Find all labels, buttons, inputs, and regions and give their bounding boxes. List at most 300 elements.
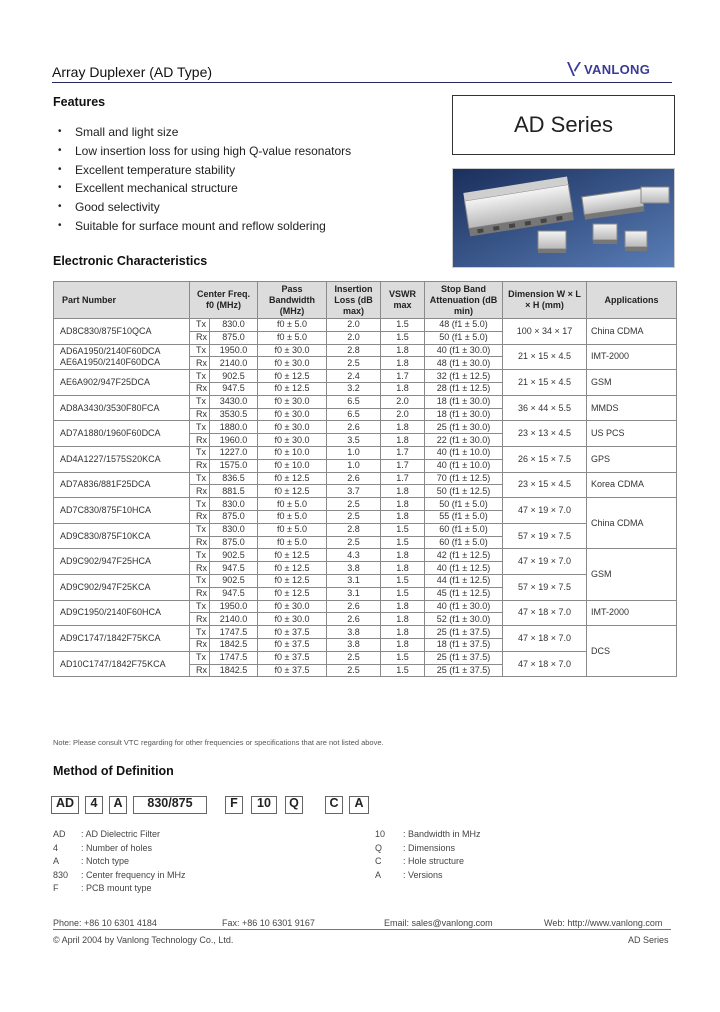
table-row xyxy=(54,498,677,511)
pass-bandwidth: f0 ± 5.0 xyxy=(258,498,327,511)
insertion-loss: 2.5 xyxy=(327,357,381,370)
application: IMT-2000 xyxy=(587,600,677,626)
footer-divider xyxy=(53,929,671,930)
application: MMDS xyxy=(587,395,677,421)
header-divider xyxy=(52,82,672,83)
application: US PCS xyxy=(587,421,677,447)
bullet-icon: • xyxy=(58,182,62,194)
insertion-loss: 2.4 xyxy=(327,370,381,383)
part-number: AD6A1950/2140F60DCA AE6A1950/2140F60DCA xyxy=(54,344,190,370)
bullet-icon: • xyxy=(58,219,62,231)
vswr: 1.8 xyxy=(381,382,425,395)
vanlong-logo xyxy=(566,60,650,78)
center-freq: 875.0 xyxy=(210,510,258,523)
tx-rx-label: Tx xyxy=(190,651,210,664)
stop-band-attenuation: 44 (f1 ± 12.5) xyxy=(425,574,503,587)
insertion-loss: 2.5 xyxy=(327,510,381,523)
pass-bandwidth: f0 ± 5.0 xyxy=(258,510,327,523)
insertion-loss: 2.5 xyxy=(327,536,381,549)
insertion-loss: 2.6 xyxy=(327,472,381,485)
dimension: 36 × 44 × 5.5 xyxy=(503,395,587,421)
tx-rx-label: Tx xyxy=(190,446,210,459)
insertion-loss: 2.5 xyxy=(327,664,381,677)
insertion-loss: 2.8 xyxy=(327,523,381,536)
pass-bandwidth: f0 ± 12.5 xyxy=(258,370,327,383)
stop-band-attenuation: 52 (f1 ± 30.0) xyxy=(425,613,503,626)
definition-key: F xyxy=(53,883,59,893)
tx-rx-label: Rx xyxy=(190,536,210,549)
features-list xyxy=(58,123,351,236)
center-freq: 1842.5 xyxy=(210,664,258,677)
definitions-right xyxy=(375,828,481,882)
application: China CDMA xyxy=(587,498,677,549)
definition-value: : PCB mount type xyxy=(81,883,152,893)
col-vswr: VSWR max xyxy=(381,282,425,319)
definition-row xyxy=(53,882,186,896)
pass-bandwidth: f0 ± 37.5 xyxy=(258,626,327,639)
pass-bandwidth: f0 ± 5.0 xyxy=(258,331,327,344)
part-number: AD9C1747/1842F75KCA xyxy=(54,626,190,652)
bullet-icon: • xyxy=(58,126,62,137)
center-freq: 3430.0 xyxy=(210,395,258,408)
dimension: 57 × 19 × 7.5 xyxy=(503,523,587,549)
vswr: 1.8 xyxy=(381,613,425,626)
tx-rx-label: Tx xyxy=(190,472,210,485)
definition-key: 4 xyxy=(53,842,59,853)
dimension: 47 × 18 × 7.0 xyxy=(503,651,587,677)
pass-bandwidth: f0 ± 37.5 xyxy=(258,638,327,651)
table-row xyxy=(54,549,677,562)
definition-row xyxy=(53,842,186,856)
part-number: AD9C902/947F25KCA xyxy=(54,574,190,600)
dimension: 57 × 19 × 7.5 xyxy=(503,574,587,600)
pass-bandwidth: f0 ± 37.5 xyxy=(258,651,327,664)
dimension: 21 × 15 × 4.5 xyxy=(503,370,587,396)
col-part-number: Part Number xyxy=(54,282,190,319)
feature-text: Suitable for surface mount and reflow soldering xyxy=(75,218,326,233)
col-applications: Applications xyxy=(587,282,677,319)
definition-value: : Hole structure xyxy=(403,856,465,866)
footer-copyright: © April 2004 by Vanlong Technology Co., Ltd. xyxy=(53,935,234,945)
stop-band-attenuation: 25 (f1 ± 37.5) xyxy=(425,626,503,639)
stop-band-attenuation: 60 (f1 ± 5.0) xyxy=(425,536,503,549)
tx-rx-label: Tx xyxy=(190,344,210,357)
tx-rx-label: Tx xyxy=(190,395,210,408)
definition-row xyxy=(53,869,186,883)
table-row xyxy=(54,574,677,587)
part-number: AD9C830/875F10KCA xyxy=(54,523,190,549)
vswr: 1.7 xyxy=(381,446,425,459)
stop-band-attenuation: 55 (f1 ± 5.0) xyxy=(425,510,503,523)
center-freq: 947.5 xyxy=(210,562,258,575)
method-heading: Method of Definition xyxy=(53,764,174,778)
features-heading: Features xyxy=(53,95,106,109)
insertion-loss: 2.0 xyxy=(327,331,381,344)
vswr: 1.8 xyxy=(381,562,425,575)
vswr: 1.8 xyxy=(381,510,425,523)
pass-bandwidth: f0 ± 12.5 xyxy=(258,472,327,485)
definition-row xyxy=(53,855,186,869)
tx-rx-label: Tx xyxy=(190,370,210,383)
center-freq: 2140.0 xyxy=(210,357,258,370)
feature-item xyxy=(58,123,351,142)
pass-bandwidth: f0 ± 12.5 xyxy=(258,587,327,600)
code-segment: Q xyxy=(289,796,299,810)
footer-phone: Phone: +86 10 6301 4184 xyxy=(53,918,157,928)
insertion-loss: 3.8 xyxy=(327,626,381,639)
dimension: 47 × 18 × 7.0 xyxy=(503,626,587,652)
vswr: 1.8 xyxy=(381,638,425,651)
insertion-loss: 4.3 xyxy=(327,549,381,562)
vswr: 1.5 xyxy=(381,536,425,549)
vswr: 1.5 xyxy=(381,319,425,332)
footer-email[interactable]: Email: sales@vanlong.com xyxy=(384,918,493,928)
code-segment: 4 xyxy=(90,796,98,810)
vswr: 1.5 xyxy=(381,574,425,587)
stop-band-attenuation: 50 (f1 ± 12.5) xyxy=(425,485,503,498)
pass-bandwidth: f0 ± 30.0 xyxy=(258,357,327,370)
pass-bandwidth: f0 ± 12.5 xyxy=(258,574,327,587)
stop-band-attenuation: 25 (f1 ± 30.0) xyxy=(425,421,503,434)
product-photo xyxy=(452,168,675,268)
col-dimension: Dimension W × L × H (mm) xyxy=(503,282,587,319)
vswr: 1.5 xyxy=(381,651,425,664)
vswr: 1.5 xyxy=(381,587,425,600)
insertion-loss: 2.6 xyxy=(327,600,381,613)
vswr: 2.0 xyxy=(381,408,425,421)
code-segment: AD xyxy=(55,796,75,810)
insertion-loss: 3.2 xyxy=(327,382,381,395)
tx-rx-label: Tx xyxy=(190,549,210,562)
vswr: 1.5 xyxy=(381,664,425,677)
tx-rx-label: Tx xyxy=(190,523,210,536)
center-freq: 830.0 xyxy=(210,498,258,511)
dimension: 47 × 19 × 7.0 xyxy=(503,498,587,524)
dimension: 23 × 13 × 4.5 xyxy=(503,421,587,447)
insertion-loss: 2.6 xyxy=(327,421,381,434)
part-number: AD7A836/881F25DCA xyxy=(54,472,190,498)
definition-key: 830 xyxy=(53,869,69,880)
pass-bandwidth: f0 ± 5.0 xyxy=(258,536,327,549)
vswr: 1.5 xyxy=(381,523,425,536)
stop-band-attenuation: 48 (f1 ± 30.0) xyxy=(425,357,503,370)
center-freq: 902.5 xyxy=(210,574,258,587)
pass-bandwidth: f0 ± 30.0 xyxy=(258,395,327,408)
insertion-loss: 2.6 xyxy=(327,613,381,626)
application: IMT-2000 xyxy=(587,344,677,370)
insertion-loss: 3.8 xyxy=(327,638,381,651)
col-pass-bandwidth: Pass Bandwidth (MHz) xyxy=(258,282,327,319)
stop-band-attenuation: 60 (f1 ± 5.0) xyxy=(425,523,503,536)
pass-bandwidth: f0 ± 30.0 xyxy=(258,434,327,447)
stop-band-attenuation: 32 (f1 ± 12.5) xyxy=(425,370,503,383)
feature-item xyxy=(58,179,351,198)
feature-item xyxy=(58,161,351,180)
definition-key: A xyxy=(375,869,382,880)
center-freq: 830.0 xyxy=(210,319,258,332)
dimension: 26 × 15 × 7.5 xyxy=(503,446,587,472)
feature-text: Good selectivity xyxy=(75,200,160,215)
dimension: 23 × 15 × 4.5 xyxy=(503,472,587,498)
vswr: 1.8 xyxy=(381,600,425,613)
table-row xyxy=(54,395,677,408)
definition-value: : AD Dielectric Filter xyxy=(81,829,161,839)
part-number: AD7C830/875F10HCA xyxy=(54,498,190,524)
vanlong-logo-icon xyxy=(566,60,582,78)
tx-rx-label: Rx xyxy=(190,664,210,677)
insertion-loss: 3.5 xyxy=(327,434,381,447)
center-freq: 1747.5 xyxy=(210,651,258,664)
definition-row xyxy=(375,855,481,869)
vswr: 1.8 xyxy=(381,498,425,511)
series-title: AD Series xyxy=(513,112,614,137)
tx-rx-label: Rx xyxy=(190,613,210,626)
stop-band-attenuation: 25 (f1 ± 37.5) xyxy=(425,664,503,677)
product-photo-image xyxy=(453,169,675,268)
part-number: AD10C1747/1842F75KCA xyxy=(54,651,190,677)
tx-rx-label: Tx xyxy=(190,498,210,511)
definition-row xyxy=(53,828,186,842)
insertion-loss: 2.5 xyxy=(327,498,381,511)
definition-key: A xyxy=(53,856,60,866)
col-stop-band: Stop Band Attenuation (dB min) xyxy=(425,282,503,319)
part-number: AD8A3430/3530F80FCA xyxy=(54,395,190,421)
stop-band-attenuation: 28 (f1 ± 12.5) xyxy=(425,382,503,395)
table-row xyxy=(54,421,677,434)
center-freq: 2140.0 xyxy=(210,613,258,626)
code-segment: 10 xyxy=(257,796,271,810)
center-freq: 1575.0 xyxy=(210,459,258,472)
tx-rx-label: Rx xyxy=(190,587,210,600)
pass-bandwidth: f0 ± 30.0 xyxy=(258,600,327,613)
feature-item xyxy=(58,198,351,217)
page-title: Array Duplexer (AD Type) xyxy=(52,64,213,80)
stop-band-attenuation: 42 (f1 ± 12.5) xyxy=(425,549,503,562)
pass-bandwidth: f0 ± 12.5 xyxy=(258,562,327,575)
stop-band-attenuation: 48 (f1 ± 5.0) xyxy=(425,319,503,332)
application: China CDMA xyxy=(587,319,677,345)
part-number: AD8C830/875F10QCA xyxy=(54,319,190,345)
stop-band-attenuation: 50 (f1 ± 5.0) xyxy=(425,498,503,511)
table-row xyxy=(54,370,677,383)
footer-web[interactable]: Web: http://www.vanlong.com xyxy=(544,918,663,928)
stop-band-attenuation: 45 (f1 ± 12.5) xyxy=(425,587,503,600)
pass-bandwidth: f0 ± 30.0 xyxy=(258,613,327,626)
code-segment: A xyxy=(354,796,364,810)
application: DCS xyxy=(587,626,677,677)
definition-key: 10 xyxy=(375,829,386,839)
footer-fax: Fax: +86 10 6301 9167 xyxy=(222,918,315,928)
center-freq: 1950.0 xyxy=(210,344,258,357)
code-segment: F xyxy=(230,796,238,810)
part-number: AE6A902/947F25DCA xyxy=(54,370,190,396)
definition-value: : Dimensions xyxy=(403,842,456,853)
stop-band-attenuation: 40 (f1 ± 12.5) xyxy=(425,562,503,575)
feature-item xyxy=(58,217,351,236)
vswr: 2.0 xyxy=(381,395,425,408)
pass-bandwidth: f0 ± 10.0 xyxy=(258,446,327,459)
stop-band-attenuation: 40 (f1 ± 10.0) xyxy=(425,446,503,459)
center-freq: 1227.0 xyxy=(210,446,258,459)
tx-rx-label: Rx xyxy=(190,638,210,651)
vswr: 1.7 xyxy=(381,472,425,485)
tx-rx-label: Tx xyxy=(190,626,210,639)
table-row xyxy=(54,446,677,459)
table-row xyxy=(54,319,677,332)
center-freq: 1960.0 xyxy=(210,434,258,447)
center-freq: 881.5 xyxy=(210,485,258,498)
footer-series: AD Series xyxy=(628,935,669,945)
center-freq: 836.5 xyxy=(210,472,258,485)
definition-key: C xyxy=(375,856,382,866)
stop-band-attenuation: 18 (f1 ± 30.0) xyxy=(425,408,503,421)
bullet-icon: • xyxy=(58,201,62,213)
center-freq: 875.0 xyxy=(210,536,258,549)
definition-value: : Bandwidth in MHz xyxy=(403,829,481,839)
stop-band-attenuation: 40 (f1 ± 10.0) xyxy=(425,459,503,472)
pass-bandwidth: f0 ± 12.5 xyxy=(258,485,327,498)
feature-item xyxy=(58,142,351,161)
table-row xyxy=(54,472,677,485)
table-row xyxy=(54,344,677,357)
bullet-icon: • xyxy=(58,163,62,175)
part-number: AD9C1950/2140F60HCA xyxy=(54,600,190,626)
tx-rx-label: Tx xyxy=(190,574,210,587)
pass-bandwidth: f0 ± 10.0 xyxy=(258,459,327,472)
insertion-loss: 3.8 xyxy=(327,562,381,575)
col-center-freq: Center Freq. f0 (MHz) xyxy=(190,282,258,319)
feature-text: Low insertion loss for using high Q-value resonators xyxy=(75,143,352,158)
tx-rx-label: Tx xyxy=(190,421,210,434)
insertion-loss: 1.0 xyxy=(327,446,381,459)
vswr: 1.8 xyxy=(381,626,425,639)
pass-bandwidth: f0 ± 30.0 xyxy=(258,408,327,421)
stop-band-attenuation: 40 (f1 ± 30.0) xyxy=(425,600,503,613)
dimension: 100 × 34 × 17 xyxy=(503,319,587,345)
specs-table xyxy=(53,281,677,677)
vswr: 1.8 xyxy=(381,549,425,562)
tx-rx-label: Rx xyxy=(190,434,210,447)
vswr: 1.8 xyxy=(381,344,425,357)
center-freq: 1747.5 xyxy=(210,626,258,639)
dimension: 21 × 15 × 4.5 xyxy=(503,344,587,370)
electronic-heading: Electronic Characteristics xyxy=(53,254,208,268)
part-number: AD7A1880/1960F60DCA xyxy=(54,421,190,447)
tx-rx-label: Rx xyxy=(190,331,210,344)
pass-bandwidth: f0 ± 5.0 xyxy=(258,523,327,536)
center-freq: 1842.5 xyxy=(210,638,258,651)
center-freq: 947.5 xyxy=(210,382,258,395)
stop-band-attenuation: 40 (f1 ± 30.0) xyxy=(425,344,503,357)
stop-band-attenuation: 25 (f1 ± 37.5) xyxy=(425,651,503,664)
stop-band-attenuation: 18 (f1 ± 30.0) xyxy=(425,395,503,408)
center-freq: 1950.0 xyxy=(210,600,258,613)
insertion-loss: 2.0 xyxy=(327,319,381,332)
application: GSM xyxy=(587,370,677,396)
part-number: AD4A1227/1575S20KCA xyxy=(54,446,190,472)
vswr: 1.7 xyxy=(381,370,425,383)
insertion-loss: 6.5 xyxy=(327,395,381,408)
specs-table-wrap xyxy=(53,281,676,677)
pass-bandwidth: f0 ± 12.5 xyxy=(258,382,327,395)
dimension: 47 × 18 × 7.0 xyxy=(503,600,587,626)
definition-value: : Versions xyxy=(403,869,443,880)
dimension: 47 × 19 × 7.0 xyxy=(503,549,587,575)
feature-text: Excellent temperature stability xyxy=(75,162,236,177)
tx-rx-label: Tx xyxy=(190,319,210,332)
vswr: 1.8 xyxy=(381,421,425,434)
application: GSM xyxy=(587,549,677,600)
series-title-box xyxy=(452,95,675,155)
insertion-loss: 2.5 xyxy=(327,651,381,664)
center-freq: 875.0 xyxy=(210,331,258,344)
definition-row xyxy=(375,869,481,883)
tx-rx-label: Tx xyxy=(190,600,210,613)
tx-rx-label: Rx xyxy=(190,357,210,370)
code-segment: A xyxy=(113,796,123,810)
table-note: Note: Please consult VTC regarding for other frequencies or specifications that are not listed above. xyxy=(53,738,384,747)
definition-row xyxy=(375,842,481,856)
stop-band-attenuation: 18 (f1 ± 37.5) xyxy=(425,638,503,651)
feature-text: Excellent mechanical structure xyxy=(75,181,238,196)
stop-band-attenuation: 50 (f1 ± 5.0) xyxy=(425,331,503,344)
tx-rx-label: Rx xyxy=(190,485,210,498)
center-freq: 902.5 xyxy=(210,370,258,383)
stop-band-attenuation: 70 (f1 ± 12.5) xyxy=(425,472,503,485)
pass-bandwidth: f0 ± 30.0 xyxy=(258,421,327,434)
stop-band-attenuation: 22 (f1 ± 30.0) xyxy=(425,434,503,447)
insertion-loss: 3.7 xyxy=(327,485,381,498)
tx-rx-label: Rx xyxy=(190,382,210,395)
pass-bandwidth: f0 ± 5.0 xyxy=(258,319,327,332)
center-freq: 830.0 xyxy=(210,523,258,536)
application: GPS xyxy=(587,446,677,472)
table-row xyxy=(54,651,677,664)
part-number: AD9C902/947F25HCA xyxy=(54,549,190,575)
tx-rx-label: Rx xyxy=(190,408,210,421)
insertion-loss: 6.5 xyxy=(327,408,381,421)
feature-text: Small and light size xyxy=(75,125,179,139)
center-freq: 947.5 xyxy=(210,587,258,600)
insertion-loss: 2.8 xyxy=(327,344,381,357)
code-segment: C xyxy=(329,796,339,810)
table-row xyxy=(54,626,677,639)
table-row xyxy=(54,600,677,613)
pass-bandwidth: f0 ± 12.5 xyxy=(258,549,327,562)
insertion-loss: 3.1 xyxy=(327,574,381,587)
center-freq: 902.5 xyxy=(210,549,258,562)
table-row xyxy=(54,523,677,536)
definitions-left xyxy=(53,828,186,896)
definition-value: : Center frequency in MHz xyxy=(81,869,186,880)
tx-rx-label: Rx xyxy=(190,510,210,523)
bullet-icon: • xyxy=(58,144,62,156)
code-segment: 830/875 xyxy=(147,796,193,810)
insertion-loss: 3.1 xyxy=(327,587,381,600)
pass-bandwidth: f0 ± 37.5 xyxy=(258,664,327,677)
center-freq: 1880.0 xyxy=(210,421,258,434)
logo-text: VANLONG xyxy=(584,61,651,77)
definition-value: : Number of holes xyxy=(81,842,153,853)
definition-key: AD xyxy=(53,829,66,839)
definition-key: Q xyxy=(375,842,383,853)
tx-rx-label: Rx xyxy=(190,459,210,472)
definition-value: : Notch type xyxy=(81,856,130,866)
center-freq: 3530.5 xyxy=(210,408,258,421)
vswr: 1.7 xyxy=(381,459,425,472)
table-header-row xyxy=(54,282,677,319)
col-insertion-loss: Insertion Loss (dB max) xyxy=(327,282,381,319)
